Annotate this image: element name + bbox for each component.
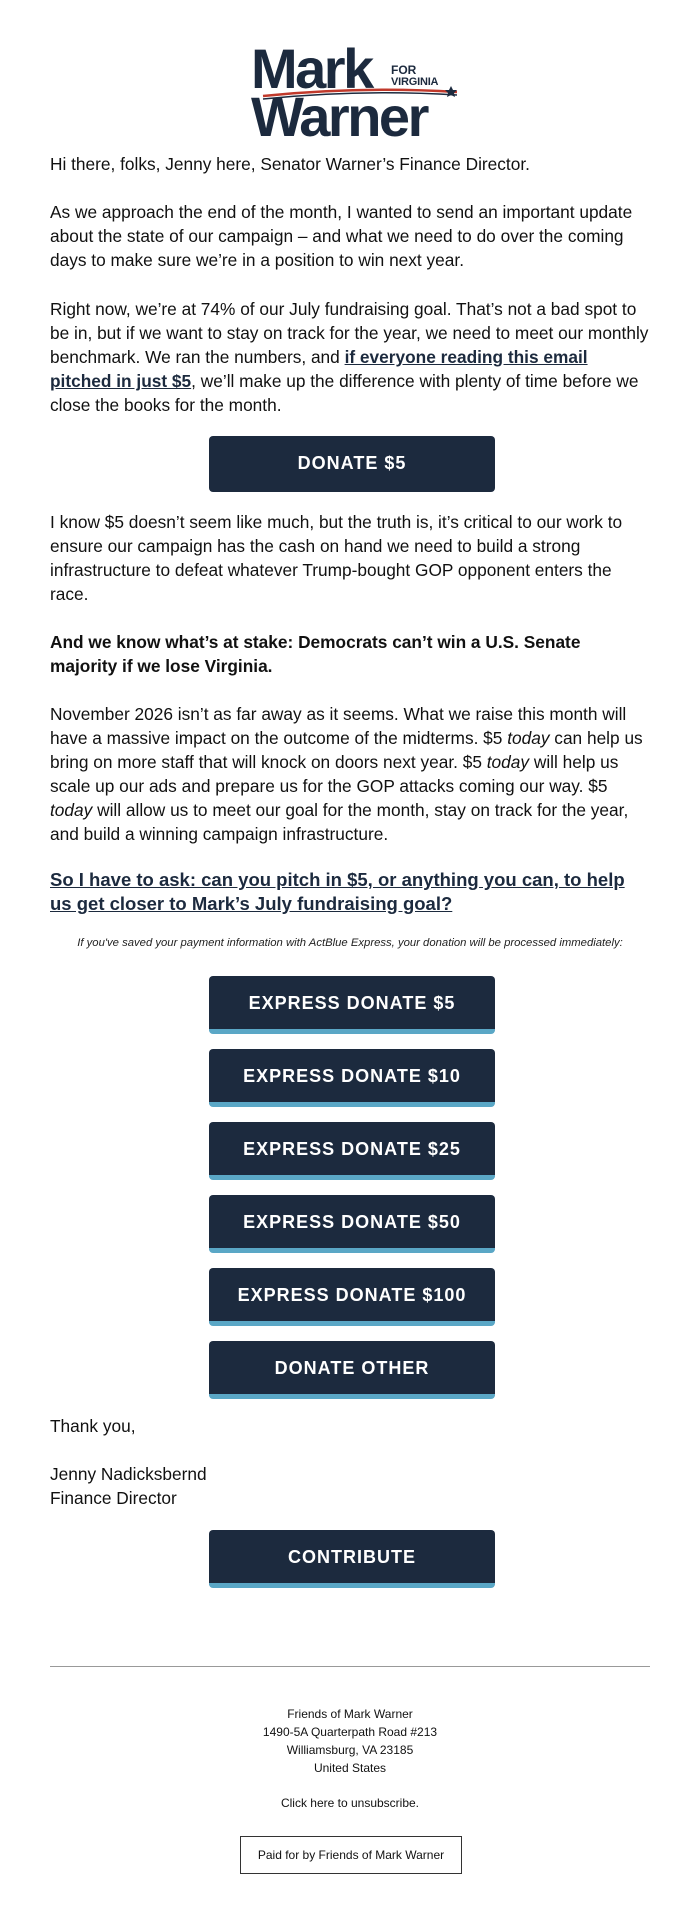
- midterms-text-d: will allow us to meet our goal for the month, stay on track for the year, and build a winning campaign infrastructure.: [50, 800, 629, 844]
- update-paragraph: As we approach the end of the month, I wanted to send an important update about the state of our campaign – and what we need to do over the coming days to make sure we’re in a position to win next year.: [50, 202, 633, 270]
- footer-address-line-2: Williamsburg, VA 23185: [286, 1743, 414, 1757]
- footer-org: Friends of Mark Warner: [287, 1707, 413, 1721]
- midterms-paragraph: [50, 702, 650, 846]
- midterms-text-a: November 2026 isn’t as far away as it seems. What we raise this month will have a massive impact on the outcome of the midterms. $5: [50, 704, 627, 748]
- goal-text-before: Right now, we’re at 74% of our July fundraising goal. That’s not a bad spot to be in, but if we want to stay on track for the year, we need to meet our monthly benchmark. We ran the numbers, and: [50, 299, 649, 367]
- midterms-text-c: will help us scale up our ads and prepare us for the GOP attacks coming our way. $5: [50, 752, 619, 796]
- express-donate-5-button[interactable]: EXPRESS DONATE $5: [209, 976, 495, 1034]
- goal-paragraph: [50, 297, 650, 417]
- today-emphasis-1: today: [507, 728, 550, 748]
- logo-virginia-text: VIRGINIA: [391, 76, 439, 88]
- contribute-button[interactable]: CONTRIBUTE: [209, 1530, 495, 1588]
- footer-address: [50, 1705, 650, 1777]
- logo-for-text: FOR: [391, 63, 417, 77]
- cash-on-hand-paragraph: I know $5 doesn’t seem like much, but the truth is, it’s critical to our work to ensure our campaign has the cash on hand we need to build a strong infrastructure to defeat whatever Trump-bought GOP opponent enters the race.: [50, 512, 623, 604]
- express-note: If you've saved your payment information with ActBlue Express, your donation will be processed immediately:: [77, 937, 623, 949]
- pitch-in-link[interactable]: if everyone reading this email pitched in just $5: [50, 347, 588, 391]
- paid-for-by-box: Paid for by Friends of Mark Warner: [240, 1836, 462, 1874]
- footer-country: United States: [313, 1761, 387, 1775]
- today-emphasis-2: today: [486, 752, 530, 772]
- footer-divider: [50, 1666, 650, 1667]
- goal-text-after: , we’ll make up the difference with plenty of time before we close the books for the month.: [50, 371, 639, 415]
- signer-title: Finance Director: [50, 1488, 177, 1508]
- campaign-logo: [251, 37, 461, 148]
- ask-paragraph: [50, 868, 650, 916]
- signature-block: [50, 1462, 207, 1510]
- express-donate-100-button[interactable]: EXPRESS DONATE $100: [209, 1268, 495, 1326]
- donate-5-button[interactable]: DONATE $5: [209, 436, 495, 492]
- signer-name: Jenny Nadicksbernd: [50, 1464, 207, 1484]
- logo-mark-text: Mark: [251, 37, 372, 100]
- greeting-paragraph: Hi there, folks, Jenny here, Senator Warner’s Finance Director.: [50, 154, 530, 174]
- stakes-paragraph: And we know what’s at stake: Democrats can’t win a U.S. Senate majority if we lose Virginia.: [50, 632, 581, 676]
- express-donate-25-button[interactable]: EXPRESS DONATE $25: [209, 1122, 495, 1180]
- today-emphasis-3: today: [50, 800, 93, 820]
- thank-you-text: Thank you,: [50, 1416, 136, 1436]
- express-donate-50-button[interactable]: EXPRESS DONATE $50: [209, 1195, 495, 1253]
- logo-warner-text: Warner: [251, 85, 427, 148]
- ask-link[interactable]: So I have to ask: can you pitch in $5, or anything you can, to help us get closer to Mark’s July fundraising goal?: [50, 869, 625, 914]
- footer-address-line-1: 1490-5A Quarterpath Road #213: [262, 1725, 438, 1739]
- midterms-text-b: can help us bring on more staff that will knock on doors next year. $5: [50, 728, 643, 772]
- express-donate-10-button[interactable]: EXPRESS DONATE $10: [209, 1049, 495, 1107]
- unsubscribe-link[interactable]: Click here to unsubscribe.: [280, 1796, 420, 1810]
- donate-other-button[interactable]: DONATE OTHER: [209, 1341, 495, 1399]
